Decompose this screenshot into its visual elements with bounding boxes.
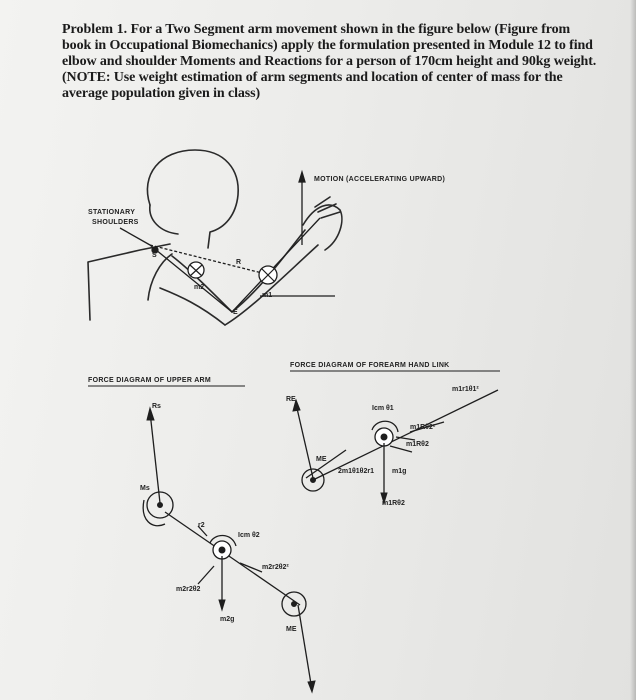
page-edge-shadow <box>630 0 636 700</box>
forearm-body <box>313 390 498 480</box>
motion-arrowhead <box>299 172 305 182</box>
arm-label-r: R <box>236 259 242 266</box>
forearm-caption: FORCE DIAGRAM OF FOREARM HAND LINK <box>290 362 450 369</box>
ua-icm: Icm θ2 <box>238 532 260 539</box>
problem-text: For a Two Segment arm movement shown in the figure below (Figure from book in Occupational Biomechanics) apply the formulation presented in Module 12 to find elbow and shoulder Moments and Reactions for a person of 170cm height and 90kg weight. (NOTE: Use weight estimation of arm segments and location of center of mass for the average population given in class) <box>62 22 597 101</box>
fa-icm: Icm θ1 <box>372 405 394 412</box>
ua-r2: r2 <box>198 522 205 529</box>
stationary-label-1: STATIONARY <box>88 209 136 216</box>
fa-m1g: m1g <box>392 468 407 475</box>
head-outline <box>147 150 238 248</box>
arm-label-m1: m1 <box>262 292 273 299</box>
ua-m2r2theta2dd: m2r2θ2 <box>176 586 201 593</box>
forearm-link <box>232 218 320 312</box>
fa-m1rtheta2b: m1Rθ2 <box>382 500 405 507</box>
fa-m1r1theta1sq: m1r1θ1² <box>452 386 479 393</box>
re-arrow <box>296 404 313 478</box>
fa-m1rtheta2dd: m1Rθ2 <box>406 441 429 448</box>
arm-label-m2: m2 <box>194 284 205 291</box>
face-detail <box>150 205 178 234</box>
m2r2theta2dd-arrow <box>198 566 214 584</box>
shoulder-pointer <box>120 228 150 245</box>
hand-outline <box>303 205 342 250</box>
ua-me: ME <box>286 626 297 633</box>
fa-re: RE <box>286 396 296 403</box>
me-arrow <box>298 605 312 690</box>
stationary-label-2: SHOULDERS <box>92 219 139 226</box>
upper-arm-caption: FORCE DIAGRAM OF UPPER ARM <box>88 377 212 384</box>
ua-ms: Ms <box>140 485 150 492</box>
rs-arrow <box>150 412 160 503</box>
torso-outline <box>88 244 170 320</box>
problem-number: Problem 1. <box>62 22 128 37</box>
torso-side <box>148 254 172 300</box>
arm-label-s: S <box>152 252 157 259</box>
ua-m2g: m2g <box>220 616 235 623</box>
fa-2m1theta: 2m1θ1θ2r1 <box>338 468 374 475</box>
ua-m2r2theta2sq: m2r2θ2² <box>262 564 289 571</box>
motion-label: MOTION (ACCELERATING UPWARD) <box>314 176 446 183</box>
fa-m1rtheta2sq: m1Rθ2² <box>410 424 436 431</box>
ua-rs: Rs <box>152 403 161 410</box>
fa-me: ME <box>316 456 327 463</box>
arm-label-e: E <box>233 309 238 316</box>
